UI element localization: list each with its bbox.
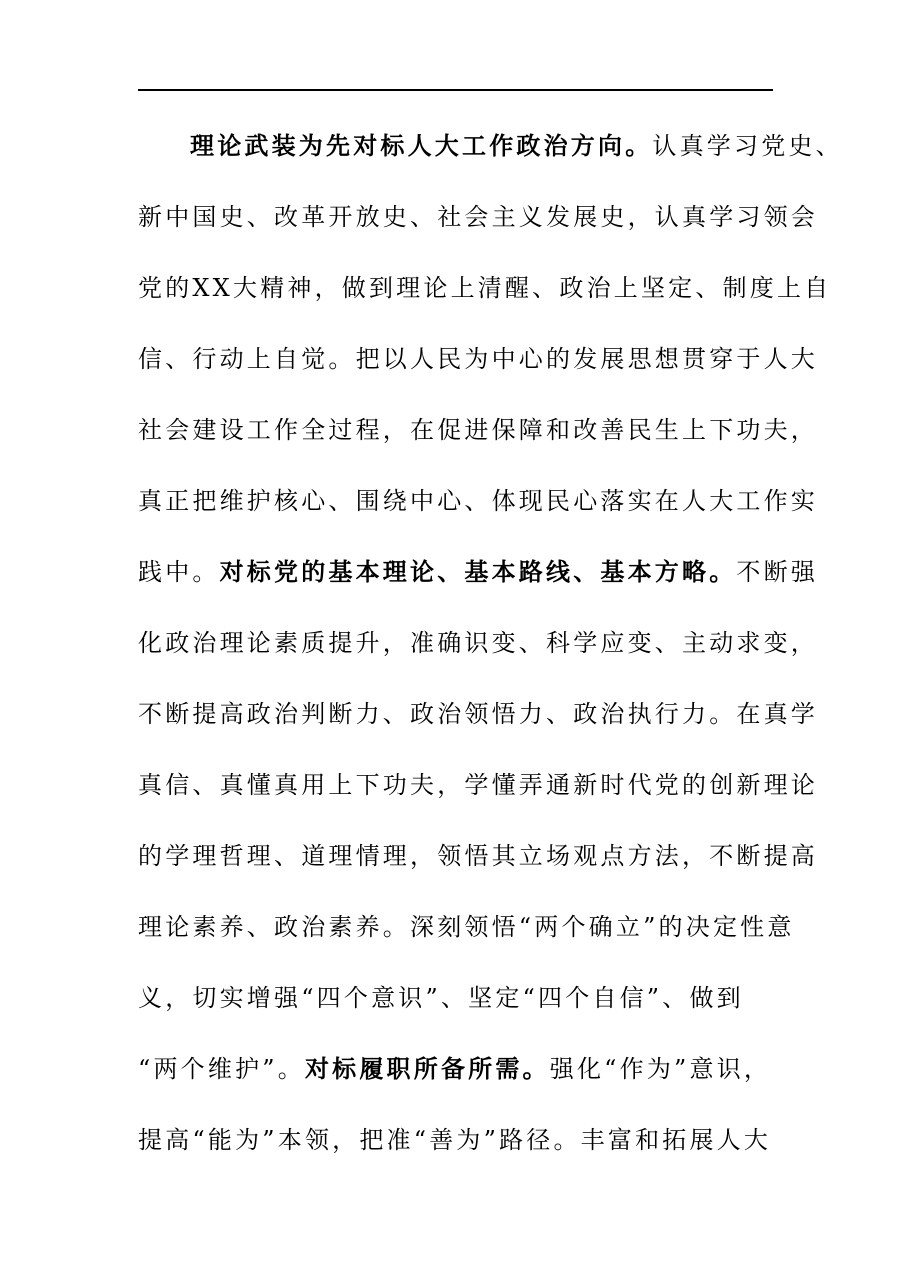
paragraph-line xyxy=(138,404,838,475)
body-text: 真信、真懂真用上下功夫，学懂弄通新时代党的创新理论 xyxy=(138,771,818,799)
paragraph-line xyxy=(138,262,838,333)
paragraph-line xyxy=(138,475,838,546)
body-text: 化政治理论素质提升，准确识变、科学应变、主动求变， xyxy=(138,629,818,657)
body-text: 提高“能为”本领，把准“善为”路径。丰富和拓展人大 xyxy=(138,1126,772,1154)
body-text: 强化“作为”意识， xyxy=(549,1055,772,1083)
body-text: 践中。 xyxy=(138,558,220,586)
paragraph-line xyxy=(138,1114,838,1185)
paragraph-line xyxy=(138,120,843,191)
paragraph-line xyxy=(138,191,838,262)
body-text: 义，切实增强“四个意识”、坚定“四个自信”、做到 xyxy=(138,984,744,1012)
body-text: 不断提高政治判断力、政治领悟力、政治执行力。在真学 xyxy=(138,700,818,728)
body-text: 不断强 xyxy=(736,558,819,586)
paragraph-line xyxy=(138,1043,838,1114)
body-text: 新中国史、改革开放史、社会主义发展史，认真学习领会 xyxy=(138,203,818,231)
body-text: 社会建设工作全过程，在促进保障和改善民生上下功夫， xyxy=(138,416,818,444)
paragraph-line xyxy=(138,688,838,759)
paragraph-line xyxy=(138,901,838,972)
bold-heading: 对标履职所备所需。 xyxy=(304,1054,550,1083)
body-text: 党的XX大精神，做到理论上清醒、政治上坚定、制度上自 xyxy=(138,274,832,302)
body-text: 的学理哲理、道理情理，领悟其立场观点方法，不断提高 xyxy=(138,842,818,870)
document-body xyxy=(138,120,843,1185)
body-text: 真正把维护核心、围绕中心、体现民心落实在人大工作实 xyxy=(138,487,818,515)
body-text: “两个维护”。 xyxy=(138,1055,305,1083)
paragraph-line xyxy=(138,759,838,830)
bold-heading: 对标党的基本理论、基本路线、基本方略。 xyxy=(219,557,737,586)
paragraph-line xyxy=(138,830,838,901)
paragraph-line xyxy=(138,546,838,617)
body-text: 认真学习党史、 xyxy=(652,132,843,160)
paragraph-line xyxy=(138,617,838,688)
bold-heading: 理论武装为先对标人大工作政治方向。 xyxy=(190,131,653,160)
header-rule xyxy=(138,89,773,91)
body-text: 理论素养、政治素养。深刻领悟“两个确立”的决定性意 xyxy=(138,913,795,941)
body-text: 信、行动上自觉。把以人民为中心的发展思想贯穿于人大 xyxy=(138,345,818,373)
paragraph-line xyxy=(138,972,838,1043)
paragraph-line xyxy=(138,333,838,404)
